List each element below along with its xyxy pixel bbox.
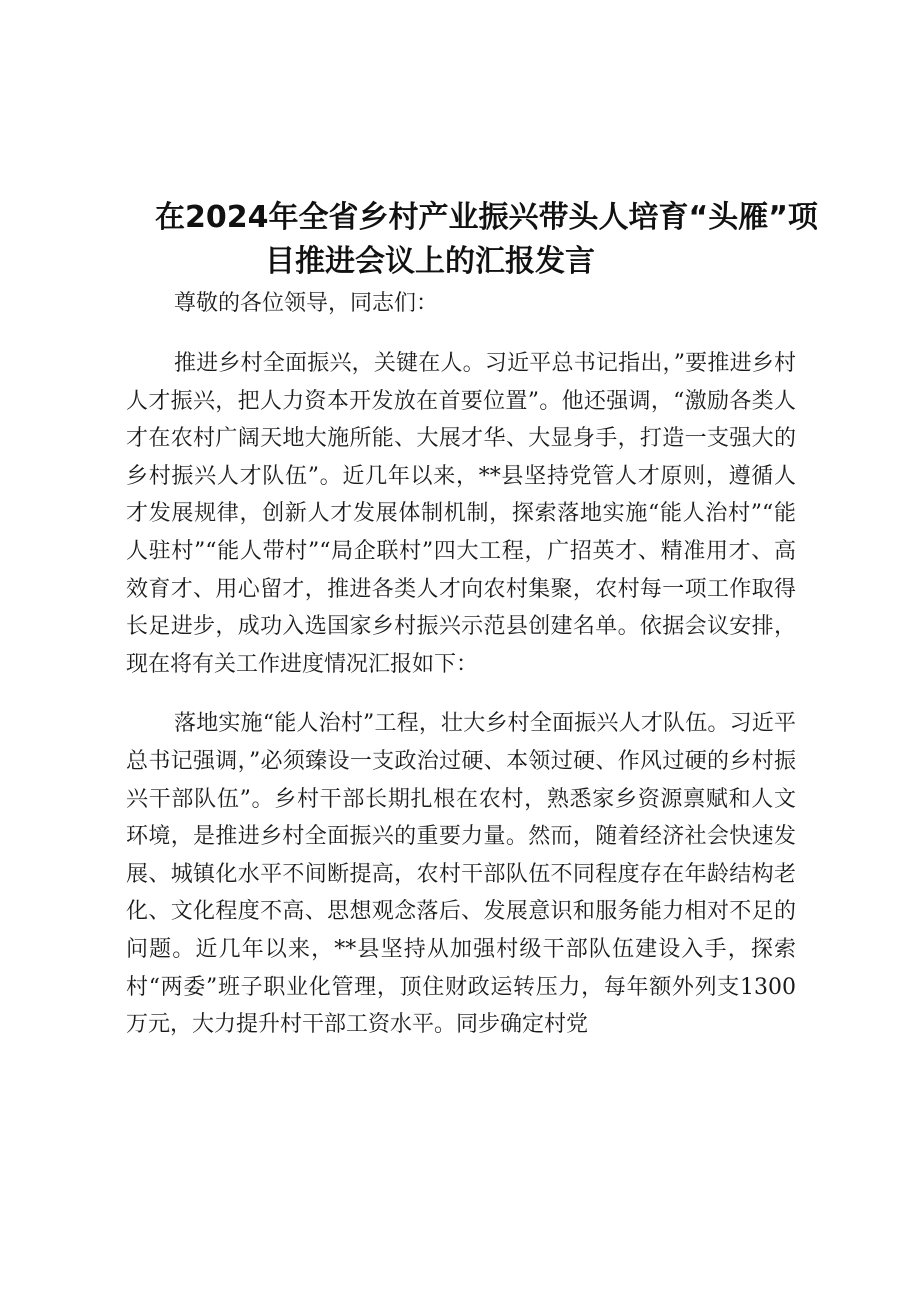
paragraph-1: 推进乡村全面振兴，关键在人。习近平总书记指出，”要推进乡村人才振兴，把人力资本开发放在首要位置”。他还强调，“激励各类人才在农村广阔天地大施所能、大展才华、大显身手，打造一支强大的乡村振兴人才队伍”。近几年以来，**县坚持党管人才原则，遵循人才发展规律，创新人才发展体制机制，探索落地实施“能人治村”“能人驻村”“能人带村”“局企联村”四大工程，广招英才、精准用才、高效育才、用心留才，推进各类人才向农村集聚，农村每一项工作取得长足进步，成功入选国家乡村振兴示范县创建名单。依据会议安排，现在将有关工作进度情况汇报如下： [126,351,796,677]
title-line-1: 在2024年全省乡村产业振兴带头人培育“头雁”项 [155,200,818,235]
paragraph-2: 落地实施“能人治村”工程，壮大乡村全面振兴人才队伍。习近平总书记强调，”必须臻设一支政治过硬、本领过硬、作风过硬的乡村振兴干部队伍”。乡村干部长期扎根在农村，熟悉家乡资源禀赋和人文环境，是推进乡村全面振兴的重要力量。然而，随着经济社会快速发展、城镇化水平不间断提高，农村干部队伍不同程度存在年龄结构老化、文化程度不高、思想观念落后、发展意识和服务能力相对不足的问题。近几年以来，**县坚持从加强村级干部队伍建设入手，探索村“两委”班子职业化管理，顶住财政运转压力，每年额外列支1300万元，大力提升村干部工资水平。同步确定村党 [126,711,796,1038]
title-line-2: 目推进会议上的汇报发言 [265,244,595,279]
salutation: 尊敬的各位领导，同志们： [174,291,439,316]
document-title [100,196,840,284]
document-body [126,285,796,1066]
